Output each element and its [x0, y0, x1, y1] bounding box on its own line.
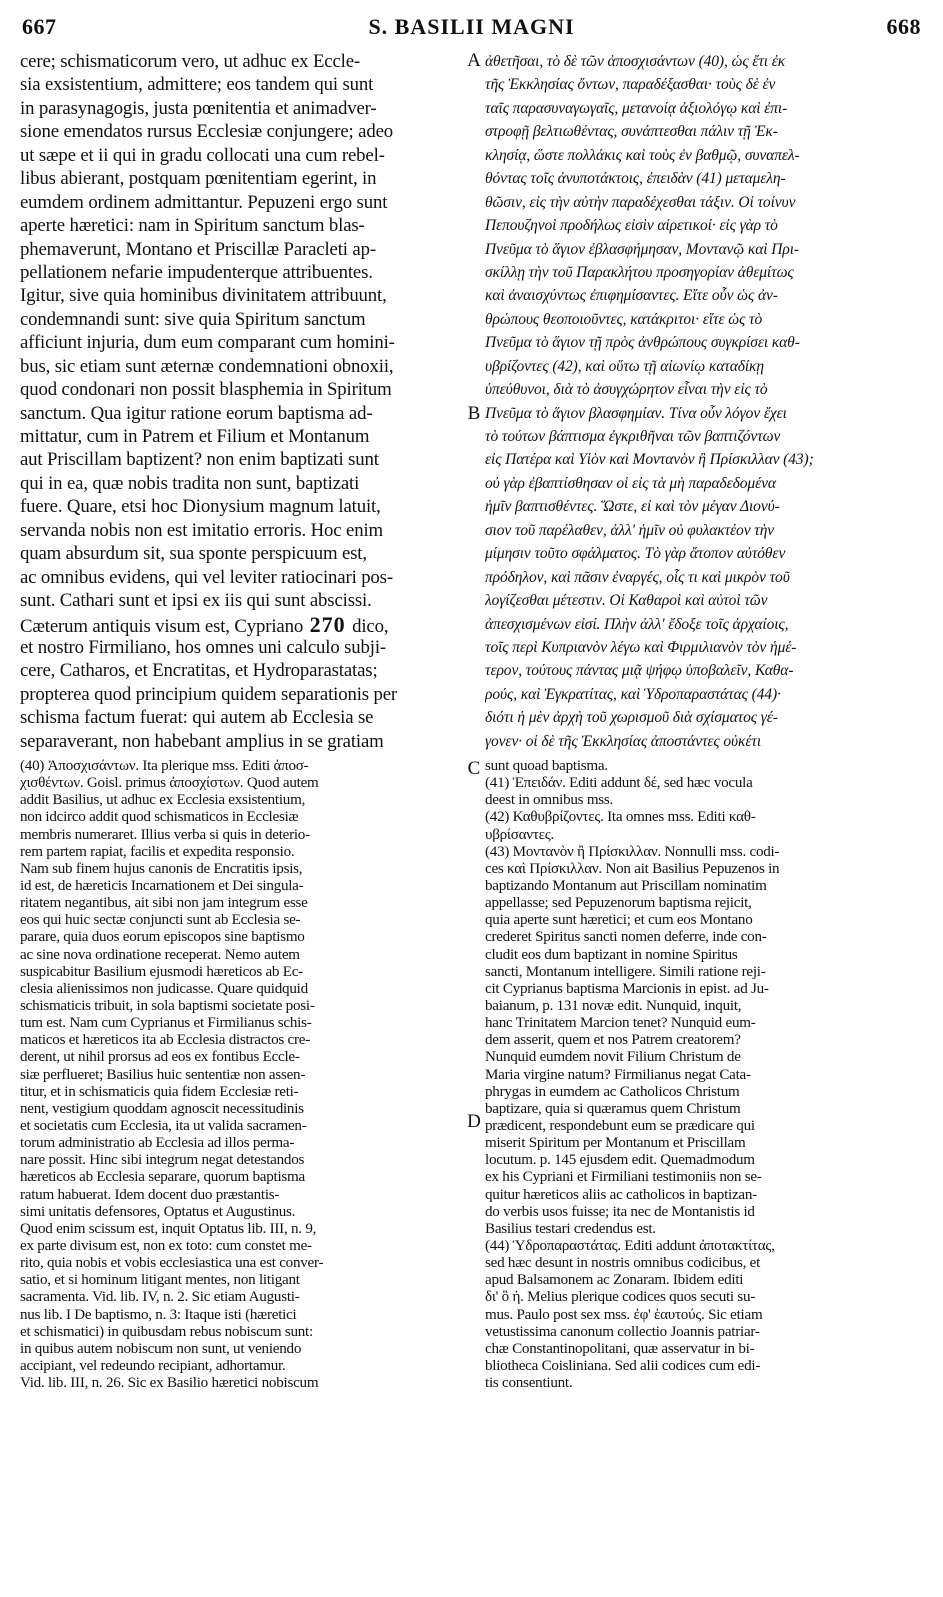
greek-text-line: εἰς Πατέρα καὶ Υἱὸν καὶ Μοντανὸν ἢ Πρίσκιλλαν (43);: [485, 451, 814, 469]
greek-text-line: οὐ γὰρ ἐβαπτίσθησαν οἱ εἰς τὰ μὴ παραδεδομένα: [485, 474, 776, 492]
greek-text-line: σκίλλῃ τὴν τοῦ Παρακλήτου προσηγορίαν ἀθεμίτως: [485, 263, 794, 281]
footnote-line: (43) Μοντανὸν ἢ Πρίσκιλλαν. Nonnulli mss. codi-: [485, 843, 780, 860]
latin-text-line: aperte hæretici: nam in Spiritum sanctum blas-: [20, 215, 365, 237]
greek-text-line: κλησίᾳ, ὥστε πολλάκις καὶ τοὺς ἐν βαθμῷ, συναπελ-: [485, 146, 800, 164]
page-header: [22, 14, 921, 42]
footnote-line: appellasse; sed Pepuzenorum baptisma rejicit,: [485, 895, 752, 912]
footnote-line: ex his Cypriani et Firmiliani testimoniis non se-: [485, 1169, 762, 1186]
greek-text-column: [485, 50, 923, 753]
greek-text-line: καὶ ἀναισχύντως ἐπιφημίσαντες. Εἴτε οὖν ὡς ἀν-: [485, 287, 778, 305]
footnote-line: ritatem negantibus, ait sibi non jam integrum esse: [20, 895, 308, 912]
footnote-line: rem partem rapiat, facilis et expedita responsio.: [20, 843, 295, 860]
latin-text-line: mittatur, cum in Patrem et Filium et Montanum: [20, 426, 370, 447]
footnote-line: Nunquid eumdem novit Filium Christum de: [485, 1049, 741, 1066]
greek-text-line: τὸ τούτων βάπτισμα ἐγκριθῆναι τῶν βαπτιζόντων: [485, 428, 781, 445]
greek-text-line: υβρίζοντες (42), καὶ οὕτω τῇ αἰωνίῳ καταδίκῃ: [485, 357, 764, 375]
footnote-line: (44) Ὑδροπαραστάτας. Editi addunt ἀποτακτίτας,: [485, 1237, 775, 1254]
footnote-line: sancti, Montanum intelligere. Simili ratione reji-: [485, 963, 766, 980]
greek-text-line: Πνεῦμα τὸ ἅγιον ἐβλασφήμησαν, Μοντανῷ καὶ Πρι-: [485, 240, 799, 258]
footnote-line: titur, et in schismaticis quia fidem Ecclesiæ reti-: [20, 1083, 299, 1100]
footnote-line: addit Basilius, ut adhuc ex Ecclesia exsistentium,: [20, 792, 306, 809]
marker-following-word: dico,: [352, 615, 389, 636]
greek-text-line: λογίζεσθαι μέτεστιν. Οἱ Καθαροὶ καὶ αὐτοὶ τῶν: [485, 592, 768, 610]
margin-letter-c: C: [467, 758, 481, 779]
footnote-line: eos qui huic sectæ conjuncti sunt ab Ecclesia se-: [20, 912, 301, 929]
footnote-line: sed hæc desunt in nostris omnibus codicibus, et: [485, 1255, 761, 1272]
greek-text-line: ταῖς παρασυναγωγαῖς, μετανοίᾳ ἀξιολόγῳ καὶ ἐπι-: [485, 99, 788, 117]
greek-text-line: γονεν· οἱ δὲ τῆς Ἐκκλησίας ἀποστάντες οὐκέτι: [485, 732, 762, 750]
footnote-line: baianum, p. 131 novæ edit. Nunquid, inquit,: [485, 997, 742, 1014]
footnotes-right-column: [485, 758, 923, 1392]
footnote-line: quia aperte sunt hæretici; et cum eos Montano: [485, 912, 753, 929]
footnote-line: (40) Ἀποσχισάντων. Ita plerique mss. Editi ἀποσ-: [20, 758, 309, 774]
footnote-line: satio, et si hominum litigant mentes, non litigant: [20, 1272, 300, 1289]
latin-text-line: servanda nobis non est imitatio erroris. Hoc enim: [20, 519, 383, 541]
footnote-line: cit Cyprianus baptisma Marcionis in epist. ad Ju-: [485, 980, 769, 997]
footnote-line: siæ perflueret; Basilius huic sententiæ non assen-: [20, 1066, 306, 1083]
footnote-line: nus lib. I De baptismo, n. 3: Itaque isti (hæretici: [20, 1306, 297, 1323]
footnote-line: ac sine nova ordinatione receperat. Nemo autem: [20, 946, 300, 963]
footnote-line: (41) Ἐπειδάν. Editi addunt δέ, sed hæc vocula: [485, 775, 753, 792]
footnote-line: maticos et hæreticos ita ab Ecclesia distractos cre-: [20, 1032, 311, 1049]
footnote-line: locutum. p. 145 ejusdem edit. Quemadmodum: [485, 1152, 755, 1169]
footnote-line: et schismatici) in quibusdam rebus nobiscum sunt:: [20, 1323, 313, 1340]
greek-text-line: πρόδηλον, καὶ πᾶσιν ἐναργές, οἷς τι καὶ μικρὸν τοῦ: [485, 568, 790, 586]
greek-text-line: ἡμῖν βαπτισθέντες. Ὥστε, εἰ καὶ τὸν μέγαν Διονύ-: [485, 498, 780, 516]
latin-text-line: afficiunt injuria, dum eum comparant cum homini-: [20, 332, 395, 354]
footnote-line: cludit eos dum baptizant in nomine Spiritus: [485, 946, 738, 963]
latin-text-line: aut Priscillam baptizent? non enim baptizati sunt: [20, 449, 379, 471]
greek-text-line: θρώπους θεοποιοῦντες, κατάκριτοι· εἴτε ὡς τὸ: [485, 310, 763, 328]
footnote-line: membris numeraret. Illius verba si quis in deterio-: [20, 826, 310, 843]
column-marker-number: 270: [303, 612, 353, 636]
latin-text-line: libus abierant, postquam pœnitentiam egerint, in: [20, 168, 377, 190]
latin-text-line: pellationem nefarie impudenterque attribuentes.: [20, 261, 373, 283]
latin-text-line: condemnandi sunt: sive quia Spiritum sanctum: [20, 308, 366, 330]
footnote-line: Maria virgine natum? Firmilianus negat Cata-: [485, 1066, 751, 1083]
greek-text-line: τῆς Ἐκκλησίας ὄντων, παραδέξασθαι· τοὺς δὲ ἐν: [485, 76, 776, 94]
footnote-line: torum administratio ab Ecclesia ad illos perma-: [20, 1135, 295, 1152]
latin-text-line: schisma factum fuerat: qui autem ab Ecclesia se: [20, 707, 374, 729]
greek-text-line: ἀθετῆσαι, τὸ δὲ τῶν ἀποσχισάντων (40), ὡς ἔτι ἐκ: [485, 53, 786, 70]
latin-text-line: sanctum. Qua igitur ratione eorum baptisma ad-: [20, 402, 373, 424]
footnote-line: ratum habuerat. Idem docent duo præstantis-: [20, 1186, 280, 1203]
footnote-line: parare, quia duos eorum episcopos sine baptismo: [20, 929, 305, 946]
footnote-line: do verbis usos fuisse; ita nec de Montanistis id: [485, 1203, 755, 1220]
footnote-line: id est, de hæreticis Incarnationem et Dei singula-: [20, 877, 304, 894]
greek-text-line: ἀπεσχισμένων εἰσί. Πλὴν ἀλλ' ἔδοξε τοῖς ἀρχαίοις,: [485, 615, 789, 633]
footnote-line: mus. Paulo post sex mss. ἐφ' ἑαυτούς. Sic etiam: [485, 1306, 763, 1323]
footnote-line: prædicent, respondebunt eum se prædicare qui: [485, 1117, 755, 1134]
footnote-line: quitur hæreticos aliis ac catholicos in baptizan-: [485, 1186, 757, 1203]
latin-text-line: phemaverunt, Montano et Priscillæ Paracleti ap-: [20, 238, 376, 260]
greek-text-line: ὑπεύθυνοι, διὰ τὸ ἀσυγχώρητον εἶναι τὴν εἰς τὸ: [485, 381, 768, 399]
footnote-line: Nam sub finem hujus canonis de Encratitis ipsis,: [20, 860, 303, 877]
greek-text-line: Πνεῦμα τὸ ἅγιον βλασφημίαν. Τίνα οὖν λόγον ἔχει: [485, 404, 787, 422]
greek-text-line: θῶσιν, εἰς τὴν αὐτὴν παραδέχεσθαι τάξιν. Οἱ τοίνυν: [485, 193, 796, 211]
latin-text-line: propterea quod principium quidem separationis per: [20, 683, 398, 705]
margin-letter-b: B: [467, 403, 481, 424]
page-number-right: 668: [886, 14, 921, 39]
footnote-line: υβρίσαντες.: [485, 826, 555, 843]
footnote-line: sunt quoad baptisma.: [485, 758, 608, 774]
greek-text-line: διότι ἡ μὲν ἀρχὴ τοῦ χωρισμοῦ διὰ σχίσματος γέ-: [485, 709, 778, 727]
footnote-line: schismaticis tribuit, in sola baptismi societate posi-: [20, 997, 315, 1014]
latin-text-line: eumdem ordinem admittantur. Pepuzeni ergo sunt: [20, 191, 388, 213]
footnote-line: in quibus autem nobiscum non sunt, ut veniendo: [20, 1340, 302, 1357]
footnote-line: sacramenta. Vid. lib. IV, n. 2. Sic etiam Augusti-: [20, 1289, 300, 1306]
footnote-line: tis consentiunt.: [485, 1375, 573, 1392]
footnote-line: et societatis cum Ecclesia, ita ut valida sacramen-: [20, 1117, 307, 1134]
footnote-line: nare possit. Hinc sibi integrum negat detestandos: [20, 1152, 305, 1169]
greek-text-line: στροφῇ βελτιωθέντας, συνάπτεσθαι πάλιν τῇ Ἐκ-: [485, 123, 778, 141]
latin-text-line: in parasynagogis, justa pœnitentia et animadver-: [20, 97, 377, 119]
footnote-line: nent, vestigium quoddam agnoscit necessitudinis: [20, 1100, 304, 1117]
footnote-line: hanc Trinitatem Marcion tenet? Nunquid eum-: [485, 1015, 756, 1032]
footnote-line: baptizando Montanum aut Priscillam nominatim: [485, 877, 767, 894]
latin-text-line: quod condonari non possit blasphemia in Spiritum: [20, 379, 392, 401]
latin-text-line: fuere. Quare, etsi hoc Dionysium magnum latuit,: [20, 496, 381, 518]
margin-letter-a: A: [467, 50, 481, 71]
footnotes-left-column: [20, 758, 464, 1392]
footnote-line: bliotheca Coisliniana. Sed alii codices cum edi-: [485, 1357, 761, 1374]
footnote-line: hæreticos ab Ecclesia separare, quorum baptisma: [20, 1169, 305, 1186]
footnote-line: derent, ut nihil prorsus ad eos ex fontibus Eccle-: [20, 1049, 300, 1066]
footnote-line: rito, quia nobis et vobis ecclesiastica una est conver-: [20, 1255, 324, 1272]
footnote-line: δι' ὃ ἡ. Melius plerique codices quos secuti su-: [485, 1289, 756, 1306]
greek-text-line: τερον, τούτους πάντας μιᾷ ψήφῳ ὑποβαλεῖν, Καθα-: [485, 662, 794, 680]
footnote-line: baptizare, quia si quæramus quem Christum: [485, 1100, 741, 1117]
footnote-line: simi unitatis defensores, Optatus et Augustinus.: [20, 1203, 296, 1220]
footnote-line: miserit Spiritum per Montanum et Priscillam: [485, 1135, 746, 1152]
latin-text-line: qui in ea, quæ nobis tradita non sunt, baptizati: [20, 472, 360, 494]
latin-text-line: et nostro Firmiliano, hos omnes uni calculo subji-: [20, 636, 386, 658]
greek-text-line: Πεπουζηνοὶ προδήλως εἰσὶν αἱρετικοί· εἰς γὰρ τὸ: [485, 217, 778, 235]
greek-text-line: θόντας τοῖς ἀνυποτάκτοις, ἐπειδὰν (41) μεταμελη-: [485, 170, 786, 188]
footnote-line: dem asserit, quem et nos Patrem creatorem?: [485, 1032, 741, 1049]
footnote-line: accipiant, vel redeundo recipiant, adhortamur.: [20, 1357, 286, 1374]
running-title: S. BASILII MAGNI: [368, 14, 575, 39]
latin-text-column: [20, 50, 464, 753]
latin-text-line: bus, sic etiam sunt æternæ condemnationi obnoxii,: [20, 355, 394, 377]
footnote-line: non idcirco addit quod schismaticos in Ecclesiæ: [20, 809, 299, 826]
footnote-line: crederet Spiritus sancti nomen deferre, inde con-: [485, 929, 767, 946]
latin-text-line: sione emendatos rursus Ecclesiæ conjungere; adeo: [20, 121, 394, 143]
footnote-line: clesia alienissimos non judicasse. Quare quidquid: [20, 980, 308, 997]
latin-text-line: quam absurdum sit, sua sponte perspicuum est,: [20, 543, 367, 565]
greek-text-line: Πνεῦμα τὸ ἅγιον τῇ πρὸς ἀνθρώπους συγκρίσει καθ-: [485, 334, 800, 352]
footnote-line: suspicabitur Basilium ejusmodi hæreticos ab Ec-: [20, 963, 303, 980]
latin-text-line: separaverant, non habebant amplius in se gratiam: [20, 730, 384, 752]
greek-text-line: ρούς, καὶ Ἐγκρατίτας, καὶ Ὑδροπαραστάτας (44)·: [485, 685, 781, 703]
footnote-line: ex parte divisum est, non ex toto: cum constet me-: [20, 1237, 312, 1254]
footnote-line: Quod enim scissum est, inquit Optatus lib. III, n. 9,: [20, 1220, 317, 1237]
greek-text-line: τοῖς περὶ Κυπριανὸν λέγω καὶ Φιρμιλιανὸν τὸν ἡμέ-: [485, 638, 797, 656]
latin-text-line: Igitur, sive quia hominibus divinitatem attribuunt,: [20, 285, 387, 307]
margin-letter-d: D: [467, 1111, 481, 1132]
greek-text-line: μίμησιν τοῦτο σφάλματος. Τὸ γὰρ ἄτοπον αὐτόθεν: [485, 545, 786, 563]
footnote-line: (42) Καθυβρίζοντες. Ita omnes mss. Editi καθ-: [485, 809, 756, 826]
latin-text-line: sunt. Cathari sunt et ipsi ex iis qui sunt abscissi.: [20, 590, 372, 612]
footnote-line: ces καὶ Πρίσκιλλαν. Non ait Basilius Pepuzenos in: [485, 860, 780, 877]
latin-text-line: cere, Catharos, et Encratitas, et Hydroparastatas;: [20, 660, 378, 682]
latin-text-line: cere; schismaticorum vero, ut adhuc ex Eccle-: [20, 51, 361, 72]
latin-text-line: ut sæpe et ii qui in gradu collocati una cum rebel-: [20, 144, 385, 166]
footnote-line: apud Balsamonem ac Zonaram. Ibidem editi: [485, 1272, 744, 1289]
footnote-line: deest in omnibus mss.: [485, 792, 614, 809]
latin-text-line: Cæterum antiquis visum est, Cypriano 270 dico,: [20, 612, 389, 636]
footnote-line: phrygas in eumdem ac Catholicos Christum: [485, 1083, 740, 1100]
footnote-line: Basilius testari credendus est.: [485, 1220, 656, 1237]
footnote-line: vetustissima canonum collectio Joannis patriar-: [485, 1323, 760, 1340]
footnote-line: χισθέντων. Goisl. primus ἀποσχίστων. Quod autem: [20, 775, 319, 792]
latin-text-line: ac omnibus evidens, qui vel leviter ratiocinari pos-: [20, 566, 393, 588]
page-number-left: 667: [22, 14, 57, 39]
latin-text-line: sia exsistentium, admittere; eos tandem qui sunt: [20, 74, 374, 96]
footnote-line: chæ Constantinopolitani, quæ asservatur in bi-: [485, 1340, 755, 1357]
greek-text-line: σιον τοῦ παρέλαθεν, ἀλλ' ἡμῖν οὐ φυλακτέον τὴν: [485, 521, 775, 539]
footnote-line: Vid. lib. III, n. 26. Sic ex Basilio hæretici nobiscum: [20, 1375, 319, 1392]
footnote-line: tum est. Nam cum Cyprianus et Firmilianus schis-: [20, 1015, 312, 1032]
